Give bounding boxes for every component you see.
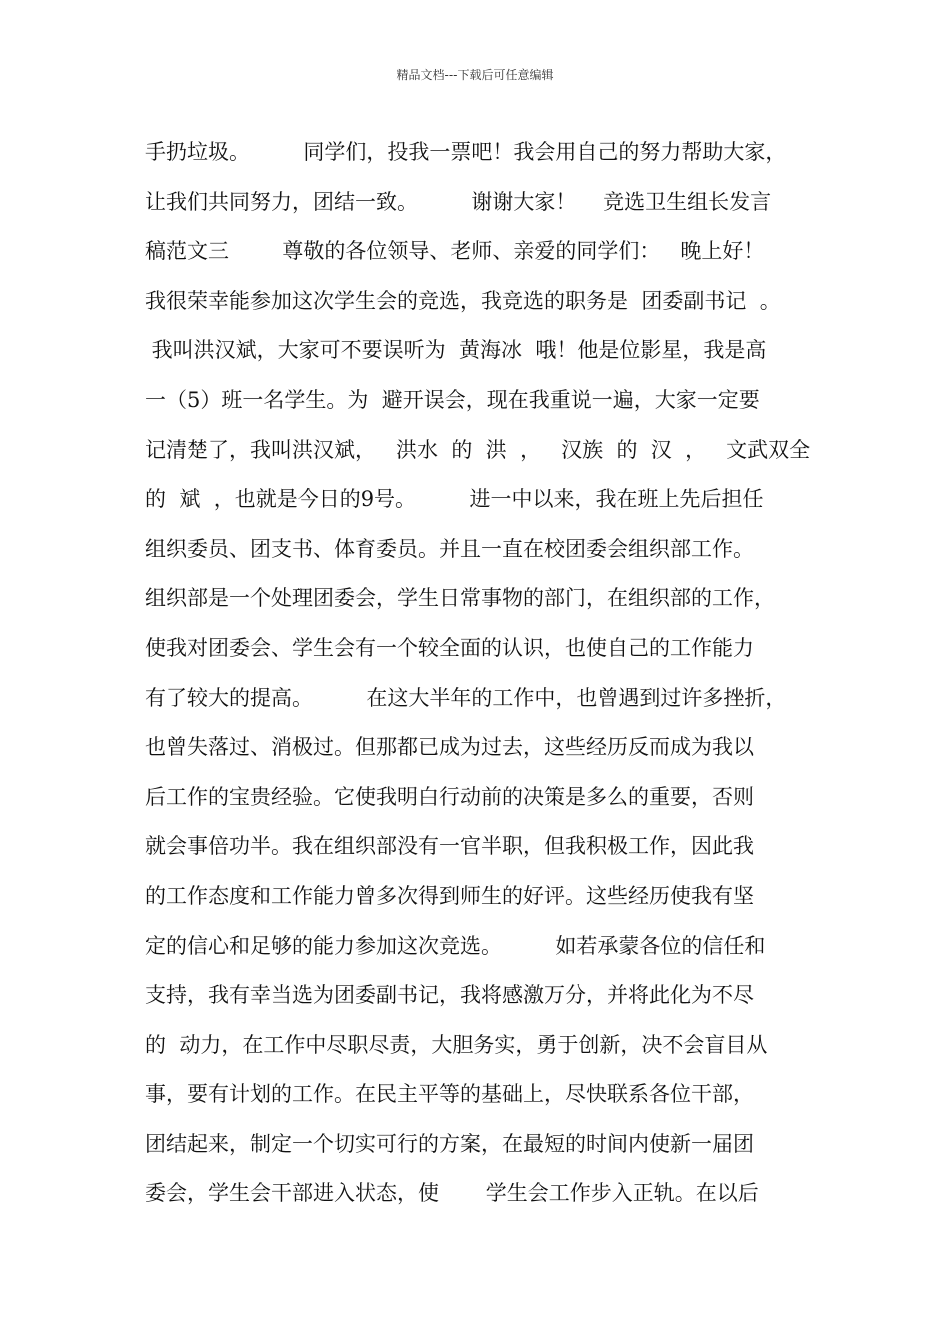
text-line: 的 斌 ，也就是今日的9号。 进一中以来，我在班上先后担任 bbox=[145, 487, 764, 512]
text-line: 团结起来，制定一个切实可行的方案，在最短的时间内使新一届团 bbox=[145, 1131, 754, 1156]
text-line: 也曾失落过、消极过。但那都已成为过去，这些经历反而成为我以 bbox=[145, 735, 754, 760]
text-line: 定的信心和足够的能力参加这次竞选。 如若承蒙各位的信任和 bbox=[145, 933, 766, 958]
text-line: 事，要有计划的工作。在民主平等的基础上，尽快联系各位干部， bbox=[145, 1082, 754, 1107]
text-line: 一（5）班一名学生。为 避开误会，现在我重说一遍，大家一定要 bbox=[145, 387, 760, 412]
text-line: 我很荣幸能参加这次学生会的竞选，我竞选的职务是 团委副书记 。 bbox=[145, 288, 781, 313]
document-body bbox=[145, 128, 825, 1219]
text-line: 支持，我有幸当选为团委副书记，我将感激万分，并将此化为不尽 bbox=[145, 983, 754, 1008]
text-line: 我叫洪汉斌，大家可不要误听为 黄海冰 哦！他是位影星，我是高 bbox=[145, 338, 767, 363]
text-line: 组织委员、团支书、体育委员。并且一直在校团委会组织部工作。 bbox=[145, 536, 754, 561]
page-header: 精品文档---下载后可任意编辑 bbox=[396, 68, 554, 82]
text-line: 记清楚了，我叫洪汉斌， 洪水 的 洪 ， 汉族 的 汉 ， 文武双全 bbox=[145, 437, 811, 462]
text-line: 的工作态度和工作能力曾多次得到师生的好评。这些经历使我有坚 bbox=[145, 883, 754, 908]
text-line: 稿范文三 尊敬的各位领导、老师、亲爱的同学们： 晚上好！ bbox=[145, 239, 765, 264]
text-line: 让我们共同努力，团结一致。 谢谢大家！ 竞选卫生组长发言 bbox=[145, 189, 772, 214]
text-line: 委会，学生会干部进入状态，使 学生会工作步入正轨。在以后 bbox=[145, 1181, 759, 1206]
text-line: 就会事倍功半。我在组织部没有一官半职，但我积极工作，因此我 bbox=[145, 834, 754, 859]
text-line: 手扔垃圾。 同学们，投我一票吧！我会用自己的努力帮助大家， bbox=[145, 140, 787, 164]
text-line: 有了较大的提高。 在这大半年的工作中，也曾遇到过许多挫折， bbox=[145, 685, 787, 710]
text-line: 的 动力，在工作中尽职尽责，大胆务实，勇于创新，决不会盲目从 bbox=[145, 1032, 768, 1057]
text-line: 使我对团委会、学生会有一个较全面的认识，也使自己的工作能力 bbox=[145, 635, 754, 660]
text-line: 后工作的宝贵经验。它使我明白行动前的决策是多么的重要，否则 bbox=[145, 784, 754, 809]
text-line: 组织部是一个处理团委会，学生日常事物的部门，在组织部的工作， bbox=[145, 586, 775, 611]
